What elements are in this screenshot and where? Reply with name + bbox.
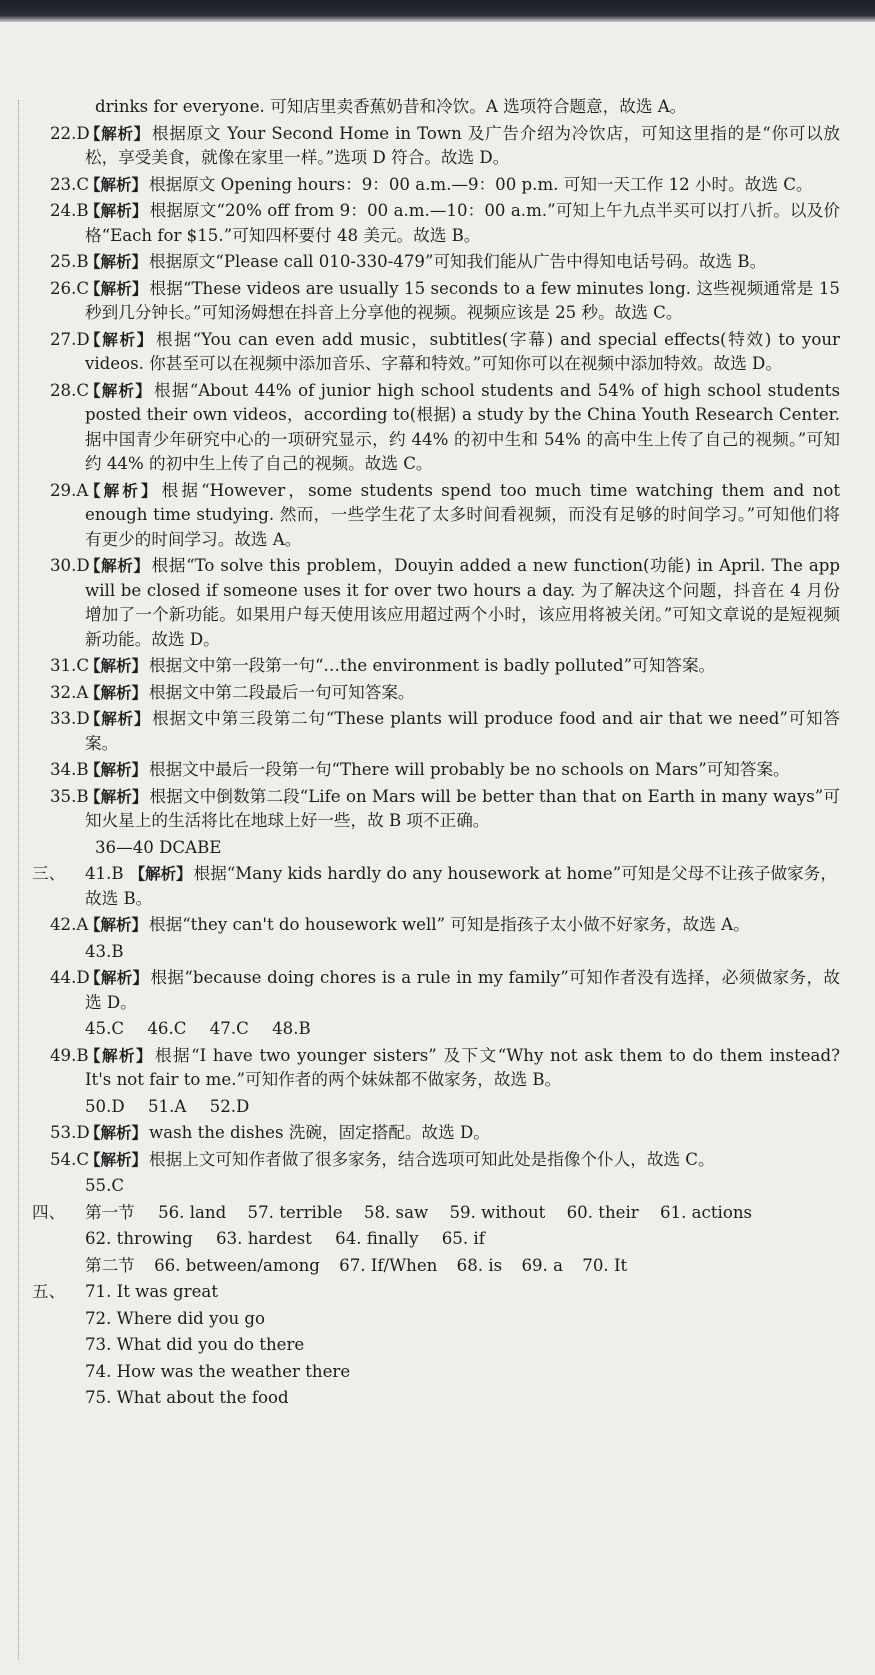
- answer-item: 51.A: [147, 1096, 187, 1116]
- answer-44: [40, 966, 840, 1015]
- answers-36-40: 36—40 DCABE: [95, 837, 222, 857]
- answer-number: 34.B: [50, 760, 89, 779]
- section-4-part-1-label: 第一节: [85, 1202, 135, 1222]
- answer-entry: [40, 785, 840, 834]
- section-4-label: 四、: [32, 1202, 66, 1222]
- answer-number: 33.D: [50, 709, 90, 728]
- analysis-tag: 【解析】: [85, 1150, 148, 1169]
- answer-entry: [40, 681, 840, 706]
- answer-entry: [40, 1148, 840, 1173]
- analysis-text: 根据文中第二段最后一句可知答案。: [149, 682, 415, 702]
- answer-49: [40, 1044, 840, 1093]
- answer-number: 26.C: [50, 278, 90, 298]
- answer-item: 66. between/among: [154, 1255, 320, 1275]
- answer-entry: [40, 199, 840, 248]
- answer-item: 71. It was great: [85, 1282, 218, 1301]
- answer-number: 22.D: [50, 123, 90, 143]
- answer-item: 61. actions: [660, 1202, 753, 1222]
- answer-number: 42.A: [50, 915, 89, 934]
- section-5-label: 五、: [32, 1282, 66, 1301]
- answer-number: 44.D: [50, 968, 90, 987]
- continuation-line: drinks for everyone. 可知店里卖香蕉奶昔和冷饮。A 选项符合题意，故选 A。: [95, 97, 687, 116]
- answer-43: 43.B: [85, 941, 124, 961]
- analysis-tag: 【解析】: [85, 657, 148, 675]
- answer-item: 56. land: [158, 1202, 227, 1222]
- analysis-text: 根据“I have two younger sisters” 及下文“Why not ask them to do them instead? It's not fair to me.”可知作者的两个妹妹都不做家务，故选 B。: [85, 1045, 840, 1089]
- analysis-tag: 【解析】: [85, 683, 148, 702]
- answer-entry: [40, 250, 840, 275]
- answer-item: 59. without: [449, 1202, 546, 1222]
- section-4-part-2-label: 第二节: [85, 1255, 135, 1275]
- answer-key-page: [32, 95, 840, 1413]
- answer-number: 25.B: [50, 252, 89, 271]
- analysis-text: 根据上文可知作者做了很多家务，结合选项可知此处是指像个仆人，故选 C。: [149, 1149, 715, 1169]
- answer-item: 48.B: [272, 1019, 311, 1038]
- analysis-tag: 【解析】: [85, 916, 148, 934]
- answer-item: 45.C: [85, 1019, 125, 1038]
- answer-item: 70. It: [582, 1255, 628, 1275]
- answer-item: 69. a: [521, 1255, 563, 1275]
- answer-item: 63. hardest: [216, 1229, 312, 1248]
- answer-entry: [40, 479, 840, 553]
- answer-number: 28.C: [50, 380, 90, 400]
- section-4-part-2: [40, 1254, 840, 1279]
- answer-item: 58. saw: [363, 1202, 429, 1222]
- answer-entry: [40, 758, 840, 783]
- analysis-tag: 【解析】: [85, 1046, 153, 1065]
- answer-entry: [40, 554, 840, 652]
- analysis-text: wash the dishes 洗碗，固定搭配。故选 D。: [149, 1123, 490, 1142]
- answer-item: 47.C: [209, 1019, 249, 1038]
- analysis-tag: 【解析】: [85, 279, 148, 298]
- section-4: [32, 1201, 840, 1226]
- analysis-tag: 【解析】: [85, 710, 151, 728]
- answer-item: 75. What about the food: [85, 1388, 289, 1407]
- answer-number: 41.B: [85, 864, 124, 883]
- answers-45-48: [40, 1017, 840, 1042]
- answer-number: 27.D: [50, 329, 90, 349]
- answer-number: 24.B: [50, 201, 89, 220]
- analysis-text: 根据原文 Opening hours：9：00 a.m.—9：00 p.m. 可知一天工作 12 小时。故选 C。: [149, 174, 813, 194]
- answer-54: [40, 1148, 840, 1173]
- analysis-text: 根据原文“20% off from 9：00 a.m.—10：00 a.m.”可知上午九点半买可以打八折。以及价格“Each for $15.”可知四杯要付 48 美元。故选 B。: [85, 201, 840, 245]
- answer-item: 57. terrible: [247, 1202, 343, 1222]
- answer-entry: [40, 654, 840, 679]
- analysis-text: 根据“Many kids hardly do any housework at home”可知是父母不让孩子做家务，故选 B。: [85, 864, 837, 908]
- analysis-tag: 【解析】: [85, 253, 148, 271]
- answer-entry: [40, 122, 840, 171]
- answer-number: 29.A: [50, 480, 89, 500]
- answer-number: 35.B: [50, 786, 89, 806]
- answer-number: 53.D: [50, 1123, 90, 1142]
- analysis-text: 根据文中第一段第一句“…the environment is badly polluted”可知答案。: [149, 656, 716, 675]
- analysis-tag: 【解析】: [85, 969, 149, 987]
- section-5: [32, 1280, 840, 1305]
- analysis-text: 根据“About 44% of junior high school students and 54% of high school students posted their own videos，according to(根据) a study by the China Youth Research Center. 据中国青少年研究中心的一项研究显示，约 44% 的初中生和 54% 的高中生上传了自己的视频。”可知约 44% 的初中生上传了自己的视频。故选 C。: [85, 380, 840, 473]
- analysis-tag: 【解析】: [85, 381, 153, 400]
- answer-entry: [40, 1121, 840, 1146]
- analysis-tag: 【解析】: [85, 557, 150, 575]
- analysis-tag: 【解析】: [85, 202, 148, 220]
- answer-item: 52.D: [209, 1096, 250, 1116]
- answer-entry: [40, 277, 840, 326]
- scan-top-edge: [0, 0, 875, 22]
- answer-55: 55.C: [85, 1176, 125, 1195]
- answer-entry: [40, 328, 840, 377]
- answer-number: 54.C: [50, 1149, 90, 1169]
- answer-53: [40, 1121, 840, 1146]
- analysis-text: 根据“they can't do housework well” 可知是指孩子太小做不好家务，故选 A。: [149, 915, 750, 934]
- analysis-tag: 【解析】: [85, 787, 148, 806]
- analysis-text: 根据文中倒数第二段“Life on Mars will be better than that on Earth in many ways”可知火星上的生活将比在地球上好一些，故 B 项不正确。: [85, 786, 840, 830]
- analysis-text: 根据文中最后一段第一句“There will probably be no schools on Mars”可知答案。: [149, 760, 790, 779]
- section-3-label: 三、: [32, 864, 66, 883]
- binding-margin-line: [18, 100, 19, 1660]
- answer-number: 49.B: [50, 1045, 89, 1065]
- answers-22-35: [40, 122, 840, 834]
- analysis-text: 根据文中第三段第二句“These plants will produce food and air that we need”可知答案。: [85, 709, 840, 753]
- analysis-text: 根据“because doing chores is a rule in my family”可知作者没有选择，必须做家务，故选 D。: [85, 968, 840, 1012]
- analysis-text: 根据“However，some students spend too much time watching them and not enough time studying. 然而，一些学生花了太多时间看视频，而没有足够的时间学习。”可知他们将有更少的时间学习。故选 A。: [85, 480, 840, 549]
- analysis-tag: 【解析】: [85, 330, 154, 349]
- section-3-first: [32, 862, 840, 911]
- answer-number: 30.D: [50, 556, 90, 575]
- answer-number: 32.A: [50, 682, 89, 702]
- analysis-tag: 【解析】: [85, 481, 160, 500]
- answer-entry: [85, 862, 840, 911]
- section-3-answers: [40, 913, 840, 938]
- answer-entry: [40, 913, 840, 938]
- answers-50-52: [40, 1095, 840, 1120]
- answer-item: 72. Where did you go: [85, 1308, 266, 1328]
- answer-entry: [40, 173, 840, 198]
- answer-item: 64. finally: [335, 1229, 419, 1248]
- answer-entry: [40, 707, 840, 756]
- analysis-text: 根据“To solve this problem，Douyin added a new function(功能) in April. The app will be closed if someone uses it for over two hours a day. 为了解决这个问题，抖音在 4 月份增加了一个新功能。如果用户每天使用该应用超过两个小时，该应用将被关闭。”可知文章说的是短视频新功能。故选 D。: [85, 556, 840, 649]
- answer-entry: [40, 966, 840, 1015]
- analysis-tag: 【解析】: [129, 865, 192, 883]
- analysis-tag: 【解析】: [85, 124, 150, 143]
- answer-entry: [40, 379, 840, 477]
- analysis-tag: 【解析】: [85, 761, 148, 779]
- analysis-text: 根据原文 Your Second Home in Town 及广告介绍为冷饮店，可知这里指的是“你可以放松，享受美食，就像在家里一样。”选项 D 符合。故选 D。: [85, 123, 840, 167]
- answer-item: 62. throwing: [85, 1229, 193, 1248]
- analysis-tag: 【解析】: [85, 175, 148, 194]
- analysis-text: 根据原文“Please call 010-330-479”可知我们能从广告中得知电话号码。故选 B。: [149, 252, 767, 271]
- answer-item: 67. If/When: [339, 1255, 438, 1275]
- answer-item: 68. is: [456, 1255, 503, 1275]
- answer-item: 65. if: [441, 1229, 485, 1248]
- analysis-text: 根据“These videos are usually 15 seconds to a few minutes long. 这些视频通常是 15 秒到几分钟长。”可知汤姆想在抖音上分享他的视频。视频应该是 25 秒。故选 C。: [85, 278, 840, 322]
- answer-entry: [40, 1044, 840, 1093]
- answer-number: 31.C: [50, 656, 90, 675]
- answer-item: 73. What did you do there: [85, 1335, 305, 1354]
- answer-number: 23.C: [50, 174, 90, 194]
- answer-item: 46.C: [147, 1019, 187, 1038]
- analysis-tag: 【解析】: [85, 1124, 148, 1142]
- section-4-part-1-row-2: [40, 1227, 840, 1252]
- analysis-text: 根据“You can even add music，subtitles(字幕) and special effects(特效) to your videos. 你甚至可以在视频中添加音乐、字幕和特效。”可知你可以在视频中添加特效。故选 D。: [85, 329, 840, 373]
- answer-item: 60. their: [566, 1202, 639, 1222]
- answer-item: 50.D: [85, 1096, 125, 1116]
- answer-item: 74. How was the weather there: [85, 1361, 351, 1381]
